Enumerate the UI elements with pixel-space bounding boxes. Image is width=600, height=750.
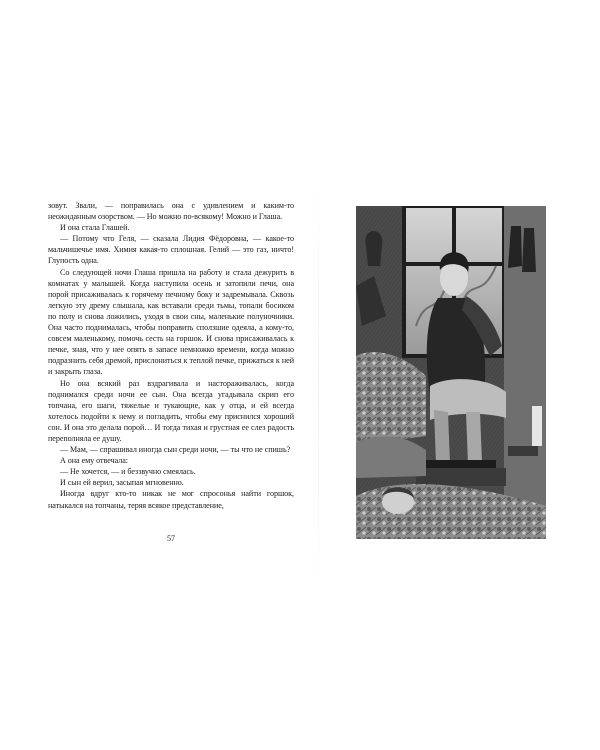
paragraph: — Потому что Геля, — сказала Лидия Фёдоровна, — какое-то мальчишечье имя. Химия какая-то сплошная. Гелий — это газ, ничто! Глупость одна. bbox=[48, 234, 294, 266]
paragraph: Иногда вдруг кто-то никак не мог спросонья найти горшок, натыкался на топчаны, теряя всякое представление, bbox=[48, 489, 294, 510]
illustration-woman-by-stove bbox=[356, 206, 546, 539]
paragraph: — Не хочется, — и беззвучно смеялась. bbox=[60, 467, 196, 477]
paragraph: И сын ей верил, засыпая мгновенно. bbox=[60, 478, 184, 488]
paragraph: зовут. Звали, — поправилась она с удивлением и каким-то неожиданным озорством. — Но можно по-всякому! Можно и Глаша. bbox=[48, 201, 294, 222]
paragraph: Но она всякий раз вздрагивала и настораживалась, когда поднимался среди ночи ее сын. Она всегда угадывала скрип его топчана, его шаги, тяжелые и тукающие, как у отца, и ей всегда хотелось подойти к нему и погладить, чтобы ему приснился хороший сон. И она это делала порой… И тогда тихая и грустная ее слез радость переполняла ее душу. bbox=[48, 378, 294, 443]
page-number: 57 bbox=[167, 534, 175, 543]
paragraph: — Мам, — спрашивал иногда сын среди ночи, — ты что не спишь? bbox=[60, 445, 291, 455]
book-gutter bbox=[318, 170, 319, 605]
left-page bbox=[48, 200, 294, 570]
paragraph: И она стала Глашей. bbox=[60, 223, 130, 233]
page-text bbox=[48, 200, 294, 511]
paragraph: Со следующей ночи Глаша пришла на работу и стала дежурить в комнатах у малышей. Когда наступила осень и затопили печи, она порой присаживалась к горячему печному боку и задремывала. Сквозь легкую эту дрему слышала, как вставали среди тьмы, топали босиком по полу и снова ложились, уходя в свои сны, маленькие полуночники. Она часто поднималась, чтобы поправить сползшие одеяла, а кому-то, совсем маленькому, помочь сесть на горшок. И снова присаживалась к печке, зная, что у нее опять в запасе немножко времени, когда можно подразнить себя дремой, прислониться к теплой печке, прижаться к ней и закрыть глаза. bbox=[48, 267, 294, 377]
paragraph: А она ему отвечала: bbox=[60, 456, 128, 466]
